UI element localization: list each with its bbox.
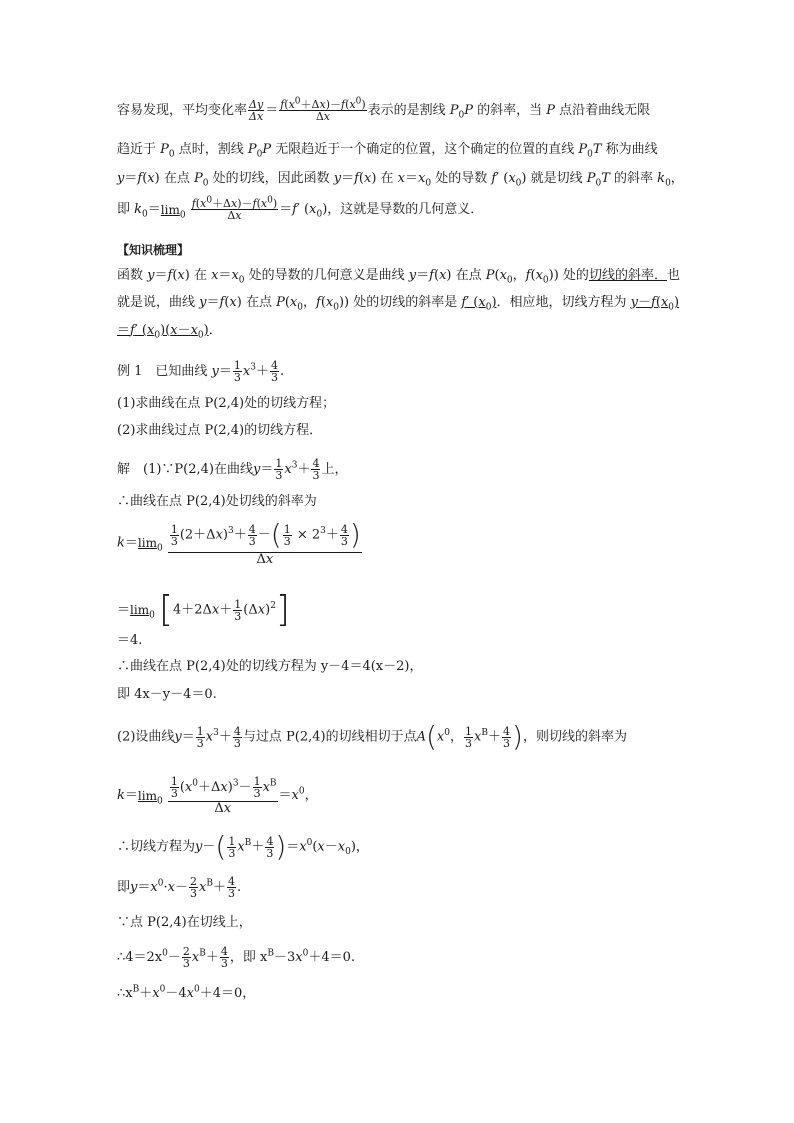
fraction: $\frac{2}{3}$ <box>182 945 190 970</box>
limit-symbol: $\lim_0$ <box>137 536 163 554</box>
fraction: $\frac{2}{3}$ <box>189 875 197 900</box>
limit-symbol: $\lim_0$ <box>160 202 186 220</box>
fraction: $\frac{1}{3}$ <box>228 834 236 860</box>
fraction: $\frac{1}{3}$ <box>283 522 291 548</box>
text: (2)设曲线 <box>117 729 175 745</box>
slope-limit-3: $k=\lim_0$ $\frac{1}{3}$ $(x^0+\Delta x)^3-$ $\frac{1}{3}$ $x^B$ Δx $=x^0$， <box>117 775 318 816</box>
text: 在 <box>376 171 398 186</box>
solution-line-10: ∴切线方程为y－( $\frac{1}{3}$ $x^B+$ $\frac{4}{3}$ )$=x^0(x-x_0)$， <box>117 830 369 863</box>
fraction: $\frac{1}{3}$ <box>233 359 241 384</box>
knowledge-line-3: ＝f′ $(x_0)(x-x_0)$． <box>117 323 222 341</box>
text: 也 <box>666 268 680 283</box>
text: ∴x <box>117 986 133 1001</box>
section-heading: 【知识梳理】 <box>117 243 190 257</box>
text: 的斜率，当 <box>473 103 547 118</box>
limit-quotient: $\frac{f(x^0+\Delta x)-f(x^0)}{\Delta x}$ <box>191 195 278 222</box>
fraction: $\frac{4}{3}$ <box>220 945 228 970</box>
text: 上， <box>321 462 348 477</box>
underlined-answer: f′ $(x_0)$ <box>461 295 497 313</box>
text: 处的切线的斜率是 <box>349 295 462 310</box>
solution-line-13: $\therefore 4=2x^0-$ $\frac{2}{3}$ $x^B+$ $\frac{4}{3}$ ，即 $x^B-3x^0+4=0$. <box>117 945 356 970</box>
limit-quotient: $\frac{1}{3}$ $(x^0+\Delta x)^3-$ $\frac{1}{3}$ $x^B$ Δx <box>168 776 278 815</box>
fraction: $\frac{4}{3}$ <box>340 522 348 548</box>
fraction: $\frac{1}{3}$ <box>170 775 178 800</box>
question-2: (2)求曲线过点 P(2,4)的切线方程． <box>117 423 323 438</box>
text: ．相应地，切线方程为 <box>496 295 631 310</box>
fraction: $\frac{4}{3}$ <box>312 457 320 482</box>
limit-symbol: $\lim_0$ <box>137 788 163 806</box>
slope-limit-1: $k=\lim_0$ $\frac{1}{3}$ $(2+\Delta x)^3+$ $\frac{4}{3}$ －( $\frac{1}{3}$ × $2^3+$ $\frac{4}{3}$ ) Δx <box>117 518 361 567</box>
text: 无限趋近于一个确定的位置，这个确定的位置的直线 <box>271 142 579 157</box>
text: 在点 <box>241 295 277 310</box>
solution-line-14: $\therefore x^B+x^0-4x^0+4=0$， <box>117 984 256 1001</box>
text: 在 <box>189 268 212 283</box>
solution-line-6: ∴曲线在点 P(2,4)处的切线方程为 y－4＝4(x－2)， <box>117 659 423 674</box>
intro-line-1: 容易发现，平均变化率 $\frac{\Delta y}{\Delta x}$ ＝ $\frac{f(x^0+\Delta x)-f(x^0)}{\Delta x}$ 表示的是割线 $P_0P$ 的斜率，当 P 点沿着曲线无限 <box>117 96 651 123</box>
text: ，即 x <box>229 950 268 965</box>
difference-quotient: $\frac{f(x^0+\Delta x)-f(x^0)}{\Delta x}$ <box>280 96 366 123</box>
text: 容易发现，平均变化率 <box>117 103 248 118</box>
example-title: 例 1 已知曲线 y＝ $\frac{1}{3}$ $x^3+$ $\frac{4}{3}$ . <box>117 359 285 384</box>
text: 的斜率 <box>609 171 658 186</box>
underlined-answer: 切线的斜率． <box>588 268 667 283</box>
text: 处的导数的几何意义是曲线 <box>244 268 409 283</box>
text: 点时，割线 <box>174 142 248 157</box>
question-1: (1)求曲线在点 P(2,4)处的切线方程； <box>117 396 336 411</box>
intro-line-3: y＝f(x) 在点 $P_0$ 处的切线，因此函数 y＝f(x) 在 $x=x_0$ 处的导数 f′ $(x_0)$ 就是切线 $P_0T$ 的斜率 $k_0$， <box>117 171 684 189</box>
underlined-answer: ＝f′ $(x_0)(x-x_0)$ <box>117 323 209 341</box>
knowledge-line-1: 函数 y＝f(x) 在 $x=x_0$ 处的导数的几何意义是曲线 y＝f(x) 在点 $P(x_0$，$f(x_0)$) 处的切线的斜率．也 <box>117 268 680 286</box>
solution-line-8: (2)设曲线y＝ $\frac{1}{3}$ $x^3+$ $\frac{4}{3}$ 与过点 P(2,4)的切线相切于点$A(x^0$， $\frac{1}{3}$ $x^B+$ $\frac{4}{3}$ )，则切线的斜率为 <box>117 720 627 753</box>
fraction: $\frac{4}{3}$ <box>271 359 279 384</box>
fraction: $\frac{4}{3}$ <box>233 724 241 750</box>
solution-line-2: ∴曲线在点 P(2,4)处切线的斜率为 <box>117 494 317 509</box>
text: 例 1 已知曲线 <box>117 364 212 379</box>
text: 函数 <box>117 268 148 283</box>
text: ∴4＝2x <box>117 950 163 965</box>
intro-line-2: 趋近于 $P_0$ 点时，割线 $P_0P$ 无限趋近于一个确定的位置，这个确定的位置的直线 $P_0T$ 称为曲线 <box>117 142 658 160</box>
text: 处的 <box>558 268 589 283</box>
text: 在点 <box>159 171 194 186</box>
fraction: $\frac{4}{3}$ <box>248 522 256 548</box>
text: ，则切线的斜率为 <box>522 729 627 745</box>
fraction: $\frac{1}{3}$ <box>170 522 178 548</box>
fraction: $\frac{1}{3}$ <box>275 457 283 482</box>
knowledge-line-2: 就是说，曲线 y＝f(x) 在点 $P(x_0$，$f(x_0)$) 处的切线的斜率是 f′ $(x_0)$．相应地，切线方程为 $y-f(x_0)$ <box>117 295 680 313</box>
text: ，这就是导数的几何意义． <box>327 202 484 217</box>
text: 即 <box>117 202 135 217</box>
limit-quotient: $\frac{1}{3}$ $(2+\Delta x)^3+$ $\frac{4}{3}$ －( $\frac{1}{3}$ × $2^3+$ $\frac{4}{3}$ ) Δx <box>168 520 362 566</box>
text: 处的切线，因此函数 <box>208 171 334 186</box>
text: ∴切线方程为 <box>117 839 196 855</box>
fraction: $\frac{4}{3}$ <box>503 724 510 750</box>
text: 就是切线 <box>526 171 587 186</box>
text: 趋近于 <box>117 142 161 157</box>
text: 点沿着曲线无限 <box>555 103 651 118</box>
text: 解 (1)∵P(2,4)在曲线 <box>117 462 253 477</box>
intro-line-4: 即 $k_0=\lim_0$ $\frac{f(x^0+\Delta x)-f(x^0)}{\Delta x}$ ＝f′ $(x_0)$，这就是导数的几何意义． <box>117 195 484 222</box>
text: 处的导数 <box>431 171 492 186</box>
solution-line-11: 即$y=x^0\cdot x-$ $\frac{2}{3}$ $x^B+$ $\frac{4}{3}$ . <box>117 875 242 900</box>
text: 称为曲线 <box>601 142 658 157</box>
fraction: $\frac{1}{3}$ <box>253 775 261 800</box>
text: 与过点 P(2,4)的切线相切于点 <box>242 729 417 745</box>
solution-line-1: 解 (1)∵P(2,4)在曲线y＝ $\frac{1}{3}$ $x^3+$ $\frac{4}{3}$ 上， <box>117 457 348 482</box>
fraction: $\frac{4}{3}$ <box>266 834 274 860</box>
avg-rate-fraction: $\frac{\Delta y}{\Delta x}$ <box>249 98 264 123</box>
fraction: $\frac{1}{3}$ <box>465 724 473 750</box>
limit-symbol: $\lim_0$ <box>130 603 155 621</box>
solution-line-7: 即 4x－y－4＝0. <box>117 687 217 702</box>
solution-line-12: ∵点 P(2,4)在切线上， <box>117 915 252 930</box>
text: 表示的是割线 <box>367 103 450 118</box>
fraction: $\frac{4}{3}$ <box>227 875 235 900</box>
text: 就是说，曲线 <box>117 295 200 310</box>
solution-line-5: ＝4. <box>117 633 143 648</box>
underlined-answer: $y-f(x_0)$ <box>630 295 680 313</box>
fraction: $\frac{1}{3}$ <box>234 597 242 623</box>
text: 在点 <box>451 268 486 283</box>
slope-limit-2: $=\lim_0$ [4＋2Δx＋ $\frac{1}{3}$ $(\Delta x)^2$] <box>117 589 290 630</box>
fraction: $\frac{1}{3}$ <box>196 724 204 750</box>
text: 即 <box>117 880 131 895</box>
